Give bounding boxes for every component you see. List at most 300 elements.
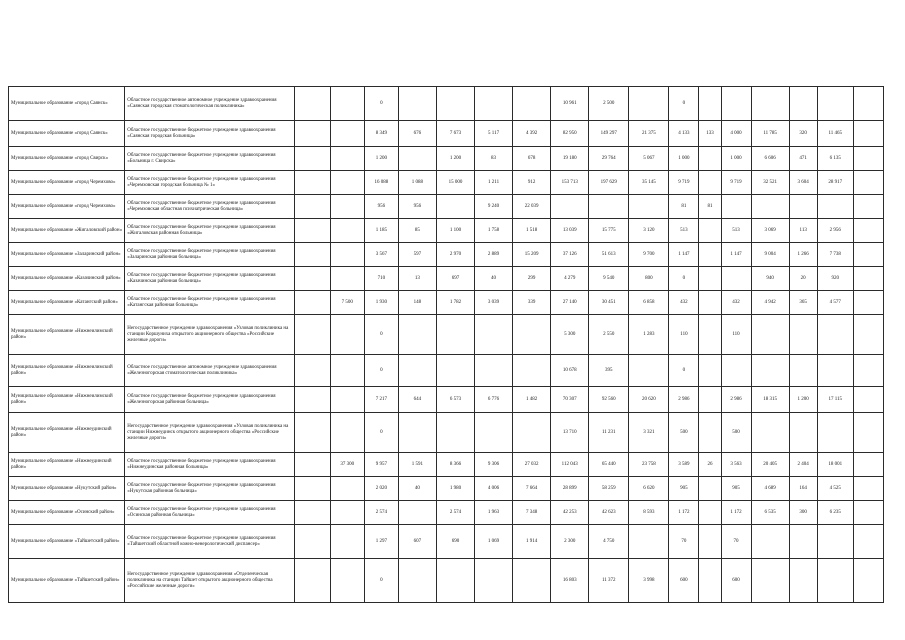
value-cell: 1 980: [436, 477, 474, 501]
value-cell: 3 604: [789, 171, 817, 195]
value-cell: 110: [721, 315, 751, 355]
value-cell: 0: [669, 355, 699, 387]
value-cell: 2 550: [589, 315, 629, 355]
value-cell: [721, 355, 751, 387]
value-cell: [699, 87, 721, 121]
value-cell: [436, 559, 474, 603]
municipality-cell: Муниципальное образование «Катангский район»: [9, 291, 125, 315]
value-cell: 11 785: [751, 121, 789, 147]
municipality-cell: Муниципальное образование «город Саянск»: [9, 87, 125, 121]
table-row: [9, 195, 884, 219]
value-cell: 26: [699, 453, 721, 477]
value-cell: 500: [669, 413, 699, 453]
value-cell: [789, 195, 817, 219]
value-cell: 11 372: [589, 559, 629, 603]
organization-cell: Областное государственное бюджетное учреждение здравоохранения «Катангская районная больница»: [125, 291, 294, 315]
value-cell: [330, 219, 364, 243]
value-cell: 2 986: [669, 387, 699, 413]
value-cell: 65 440: [589, 453, 629, 477]
value-cell: 1 147: [669, 243, 699, 267]
value-cell: [699, 413, 721, 453]
value-cell: 3 589: [669, 453, 699, 477]
value-cell: 644: [398, 387, 436, 413]
value-cell: 676: [398, 121, 436, 147]
table-row: [9, 87, 884, 121]
value-cell: 1 266: [789, 243, 817, 267]
data-table: [8, 86, 884, 603]
value-cell: 471: [789, 147, 817, 171]
value-cell: [817, 413, 853, 453]
value-cell: 3 998: [629, 559, 669, 603]
municipality-cell: Муниципальное образование «Нижнеилимский район»: [9, 387, 125, 413]
table-row: [9, 219, 884, 243]
value-cell: [751, 355, 789, 387]
value-cell: [294, 413, 330, 453]
value-cell: 678: [513, 147, 551, 171]
value-cell: 112 043: [551, 453, 589, 477]
value-cell: 16 803: [551, 559, 589, 603]
value-cell: [699, 291, 721, 315]
value-cell: 28 917: [817, 171, 853, 195]
value-cell: [398, 87, 436, 121]
value-cell: 40: [398, 477, 436, 501]
value-cell: 6 135: [817, 147, 853, 171]
value-cell: 3 567: [364, 243, 398, 267]
value-cell: 3 039: [475, 291, 513, 315]
value-cell: [436, 87, 474, 121]
value-cell: [398, 315, 436, 355]
value-cell: 1 930: [364, 291, 398, 315]
value-cell: [294, 147, 330, 171]
value-cell: 19 180: [551, 147, 589, 171]
value-cell: 956: [398, 195, 436, 219]
value-cell: 1 591: [398, 453, 436, 477]
table-row: [9, 413, 884, 453]
value-cell: 81: [669, 195, 699, 219]
value-cell: [294, 121, 330, 147]
value-cell: 133: [699, 121, 721, 147]
value-cell: [853, 501, 883, 525]
value-cell: [853, 171, 883, 195]
table-row: [9, 501, 884, 525]
value-cell: [629, 195, 669, 219]
value-cell: [330, 387, 364, 413]
value-cell: 20 405: [751, 453, 789, 477]
value-cell: [853, 355, 883, 387]
value-cell: [853, 87, 883, 121]
value-cell: 920: [817, 267, 853, 291]
value-cell: [294, 559, 330, 603]
value-cell: 4 942: [751, 291, 789, 315]
value-cell: 2 956: [817, 219, 853, 243]
value-cell: [789, 355, 817, 387]
value-cell: 13: [398, 267, 436, 291]
organization-cell: Областное государственное бюджетное учреждение здравоохранения «Железногорская районная больница»: [125, 387, 294, 413]
value-cell: 7 500: [330, 291, 364, 315]
table-row: [9, 525, 884, 559]
value-cell: 15 209: [513, 243, 551, 267]
value-cell: [789, 559, 817, 603]
value-cell: [330, 121, 364, 147]
table-row: [9, 387, 884, 413]
municipality-cell: Муниципальное образование «Нижнеудинский район»: [9, 413, 125, 453]
value-cell: [294, 171, 330, 195]
value-cell: [699, 525, 721, 559]
value-cell: [475, 355, 513, 387]
value-cell: 0: [669, 87, 699, 121]
value-cell: 0: [364, 315, 398, 355]
value-cell: [330, 477, 364, 501]
value-cell: 2 986: [721, 387, 751, 413]
value-cell: [699, 355, 721, 387]
value-cell: 22 039: [513, 195, 551, 219]
value-cell: [789, 87, 817, 121]
value-cell: [294, 525, 330, 559]
value-cell: [853, 477, 883, 501]
value-cell: 37 126: [551, 243, 589, 267]
value-cell: [398, 559, 436, 603]
municipality-cell: Муниципальное образование «Нижнеудинский район»: [9, 453, 125, 477]
value-cell: 9 240: [475, 195, 513, 219]
organization-cell: Областное государственное автономное учреждение здравоохранения «Железногорская стоматологическая поликлиника»: [125, 355, 294, 387]
value-cell: 600: [669, 559, 699, 603]
value-cell: 1 100: [436, 219, 474, 243]
value-cell: 7 673: [436, 121, 474, 147]
value-cell: 9 004: [751, 243, 789, 267]
value-cell: [699, 387, 721, 413]
value-cell: [751, 525, 789, 559]
value-cell: 18 315: [751, 387, 789, 413]
value-cell: 2 889: [475, 243, 513, 267]
value-cell: 940: [751, 267, 789, 291]
organization-cell: Негосударственное учреждение здравоохранения «Узловая поликлиника на станции Коршуниха открытого акционерного общества «Российские железные дороги»: [125, 315, 294, 355]
value-cell: 92 560: [589, 387, 629, 413]
value-cell: 9 719: [669, 171, 699, 195]
value-cell: 16 088: [364, 171, 398, 195]
value-cell: 11 231: [589, 413, 629, 453]
value-cell: [330, 413, 364, 453]
value-cell: 1 211: [475, 171, 513, 195]
value-cell: 0: [364, 559, 398, 603]
value-cell: 1 069: [475, 525, 513, 559]
value-cell: [330, 501, 364, 525]
organization-cell: Областное государственное бюджетное учреждение здравоохранения «Заларинская районная больница»: [125, 243, 294, 267]
value-cell: 905: [669, 477, 699, 501]
value-cell: [330, 243, 364, 267]
table-row: [9, 559, 884, 603]
value-cell: 81: [699, 195, 721, 219]
value-cell: 153 713: [551, 171, 589, 195]
value-cell: 513: [669, 219, 699, 243]
value-cell: 597: [398, 243, 436, 267]
value-cell: 4 279: [551, 267, 589, 291]
value-cell: 1 200: [436, 147, 474, 171]
value-cell: [294, 219, 330, 243]
municipality-cell: Муниципальное образование «город Саянск»: [9, 121, 125, 147]
value-cell: 1 200: [364, 147, 398, 171]
value-cell: [699, 501, 721, 525]
value-cell: 113: [789, 219, 817, 243]
value-cell: 6 535: [751, 501, 789, 525]
value-cell: [436, 315, 474, 355]
organization-cell: Областное государственное бюджетное учреждение здравоохранения «Черемховская областная психиатрическая больница»: [125, 195, 294, 219]
value-cell: 1 482: [513, 387, 551, 413]
value-cell: [436, 195, 474, 219]
value-cell: 800: [629, 267, 669, 291]
value-cell: 15 775: [589, 219, 629, 243]
value-cell: [817, 195, 853, 219]
value-cell: 42 253: [551, 501, 589, 525]
value-cell: [294, 355, 330, 387]
table-row: [9, 267, 884, 291]
value-cell: 0: [364, 87, 398, 121]
value-cell: 13 710: [551, 413, 589, 453]
value-cell: 27 032: [513, 453, 551, 477]
table-row: [9, 147, 884, 171]
value-cell: 51 613: [589, 243, 629, 267]
value-cell: [853, 525, 883, 559]
value-cell: 9 540: [589, 267, 629, 291]
value-cell: 20 620: [629, 387, 669, 413]
value-cell: [294, 315, 330, 355]
value-cell: [721, 267, 751, 291]
value-cell: [294, 87, 330, 121]
value-cell: [513, 315, 551, 355]
value-cell: [853, 559, 883, 603]
value-cell: 8 593: [629, 501, 669, 525]
table-row: [9, 121, 884, 147]
value-cell: 23 758: [629, 453, 669, 477]
value-cell: 9 306: [475, 453, 513, 477]
value-cell: [817, 525, 853, 559]
value-cell: 905: [721, 477, 751, 501]
value-cell: 1 088: [398, 171, 436, 195]
value-cell: 0: [364, 413, 398, 453]
value-cell: 7 348: [513, 501, 551, 525]
value-cell: [330, 559, 364, 603]
value-cell: [853, 243, 883, 267]
value-cell: 37 300: [330, 453, 364, 477]
value-cell: [853, 291, 883, 315]
value-cell: [817, 87, 853, 121]
value-cell: 2 020: [364, 477, 398, 501]
value-cell: 2 574: [364, 501, 398, 525]
value-cell: 4 577: [817, 291, 853, 315]
value-cell: 6 606: [751, 147, 789, 171]
value-cell: [853, 453, 883, 477]
value-cell: 7 664: [513, 477, 551, 501]
table-row: [9, 453, 884, 477]
value-cell: 7 738: [817, 243, 853, 267]
value-cell: [513, 559, 551, 603]
value-cell: [853, 147, 883, 171]
organization-cell: Областное государственное бюджетное учреждение здравоохранения «Тайшетский областной кожно-венерологический диспансер»: [125, 525, 294, 559]
value-cell: 4 689: [751, 477, 789, 501]
value-cell: [751, 87, 789, 121]
document-page: [8, 86, 884, 603]
value-cell: [330, 315, 364, 355]
value-cell: [751, 195, 789, 219]
organization-cell: Областное государственное автономное учреждение здравоохранения «Саянская городская стоматологическая поликлиника»: [125, 87, 294, 121]
value-cell: 2 970: [436, 243, 474, 267]
value-cell: 4 000: [721, 121, 751, 147]
value-cell: 3 563: [721, 453, 751, 477]
value-cell: [817, 355, 853, 387]
value-cell: [294, 195, 330, 219]
value-cell: 3 069: [751, 219, 789, 243]
value-cell: 607: [398, 525, 436, 559]
value-cell: 164: [789, 477, 817, 501]
value-cell: 320: [789, 121, 817, 147]
value-cell: 1 000: [721, 147, 751, 171]
value-cell: 2 300: [551, 525, 589, 559]
value-cell: 18 001: [817, 453, 853, 477]
value-cell: 4 750: [589, 525, 629, 559]
value-cell: 70 307: [551, 387, 589, 413]
value-cell: 85: [398, 219, 436, 243]
value-cell: [751, 559, 789, 603]
value-cell: 4 525: [817, 477, 853, 501]
value-cell: 110: [669, 315, 699, 355]
value-cell: 17 115: [817, 387, 853, 413]
value-cell: [294, 243, 330, 267]
value-cell: [789, 315, 817, 355]
value-cell: 6 573: [436, 387, 474, 413]
value-cell: [475, 413, 513, 453]
value-cell: 690: [436, 525, 474, 559]
municipality-cell: Муниципальное образование «Тайшетский район»: [9, 559, 125, 603]
value-cell: [789, 413, 817, 453]
municipality-cell: Муниципальное образование «Осинский район»: [9, 501, 125, 525]
value-cell: [853, 195, 883, 219]
value-cell: 1 000: [669, 147, 699, 171]
value-cell: [475, 315, 513, 355]
value-cell: [436, 355, 474, 387]
value-cell: [330, 267, 364, 291]
value-cell: [853, 413, 883, 453]
value-cell: 4 133: [669, 121, 699, 147]
value-cell: 35 145: [629, 171, 669, 195]
value-cell: [294, 501, 330, 525]
value-cell: [294, 267, 330, 291]
value-cell: 28 899: [551, 477, 589, 501]
value-cell: 0: [364, 355, 398, 387]
value-cell: 4 006: [475, 477, 513, 501]
municipality-cell: Муниципальное образование «Нукутский район»: [9, 477, 125, 501]
value-cell: [294, 291, 330, 315]
value-cell: 1 297: [364, 525, 398, 559]
value-cell: 40: [475, 267, 513, 291]
value-cell: 6 776: [475, 387, 513, 413]
value-cell: [817, 559, 853, 603]
value-cell: [330, 171, 364, 195]
municipality-cell: Муниципальное образование «Нижнеилимский район»: [9, 355, 125, 387]
value-cell: 20: [789, 267, 817, 291]
value-cell: [751, 315, 789, 355]
value-cell: 149 297: [589, 121, 629, 147]
organization-cell: Областное государственное бюджетное учреждение здравоохранения «Нукутская районная больница»: [125, 477, 294, 501]
value-cell: [699, 243, 721, 267]
value-cell: 10 961: [551, 87, 589, 121]
value-cell: 513: [721, 219, 751, 243]
organization-cell: Областное государственное бюджетное учреждение здравоохранения «Казачинская районная больница»: [125, 267, 294, 291]
organization-cell: Областное государственное бюджетное учреждение здравоохранения «Нижнеудинская районная больница»: [125, 453, 294, 477]
value-cell: 9 719: [721, 171, 751, 195]
value-cell: [751, 413, 789, 453]
organization-cell: Областное государственное бюджетное учреждение здравоохранения «Осинская районная больница»: [125, 501, 294, 525]
value-cell: 365: [789, 291, 817, 315]
value-cell: [629, 355, 669, 387]
value-cell: 9 700: [629, 243, 669, 267]
value-cell: 1 758: [475, 219, 513, 243]
value-cell: 15 000: [436, 171, 474, 195]
municipality-cell: Муниципальное образование «Заларинский район»: [9, 243, 125, 267]
value-cell: 5 117: [475, 121, 513, 147]
value-cell: 339: [513, 291, 551, 315]
value-cell: 299: [513, 267, 551, 291]
value-cell: 956: [364, 195, 398, 219]
value-cell: [398, 501, 436, 525]
value-cell: 3 120: [629, 219, 669, 243]
value-cell: [853, 387, 883, 413]
value-cell: [398, 147, 436, 171]
value-cell: [853, 315, 883, 355]
value-cell: [699, 219, 721, 243]
municipality-cell: Муниципальное образование «Жигаловский район»: [9, 219, 125, 243]
value-cell: [853, 121, 883, 147]
value-cell: [817, 315, 853, 355]
value-cell: [589, 195, 629, 219]
value-cell: [513, 355, 551, 387]
value-cell: 300: [789, 501, 817, 525]
value-cell: [398, 413, 436, 453]
value-cell: [330, 355, 364, 387]
value-cell: [551, 195, 589, 219]
value-cell: [436, 413, 474, 453]
value-cell: [629, 525, 669, 559]
value-cell: [330, 525, 364, 559]
value-cell: 82 950: [551, 121, 589, 147]
value-cell: 13 039: [551, 219, 589, 243]
municipality-cell: Муниципальное образование «Казачинский район»: [9, 267, 125, 291]
value-cell: 8 349: [364, 121, 398, 147]
value-cell: 70: [721, 525, 751, 559]
value-cell: 70: [669, 525, 699, 559]
value-cell: [699, 147, 721, 171]
table-row: [9, 291, 884, 315]
organization-cell: Негосударственное учреждение здравоохранения «Узловая поликлиника на станции Нижнеудинск открытого акционерного общества «Российские железные дороги»: [125, 413, 294, 453]
value-cell: 2 500: [589, 87, 629, 121]
value-cell: [294, 453, 330, 477]
value-cell: 5 067: [629, 147, 669, 171]
value-cell: 1 518: [513, 219, 551, 243]
table-row: [9, 243, 884, 267]
value-cell: [699, 315, 721, 355]
value-cell: [330, 87, 364, 121]
value-cell: 1 172: [721, 501, 751, 525]
value-cell: 11 465: [817, 121, 853, 147]
value-cell: [513, 87, 551, 121]
value-cell: 1 147: [721, 243, 751, 267]
value-cell: 500: [721, 413, 751, 453]
value-cell: [699, 267, 721, 291]
value-cell: 197 629: [589, 171, 629, 195]
value-cell: 0: [669, 267, 699, 291]
value-cell: [699, 559, 721, 603]
value-cell: 432: [669, 291, 699, 315]
value-cell: [699, 171, 721, 195]
value-cell: 912: [513, 171, 551, 195]
